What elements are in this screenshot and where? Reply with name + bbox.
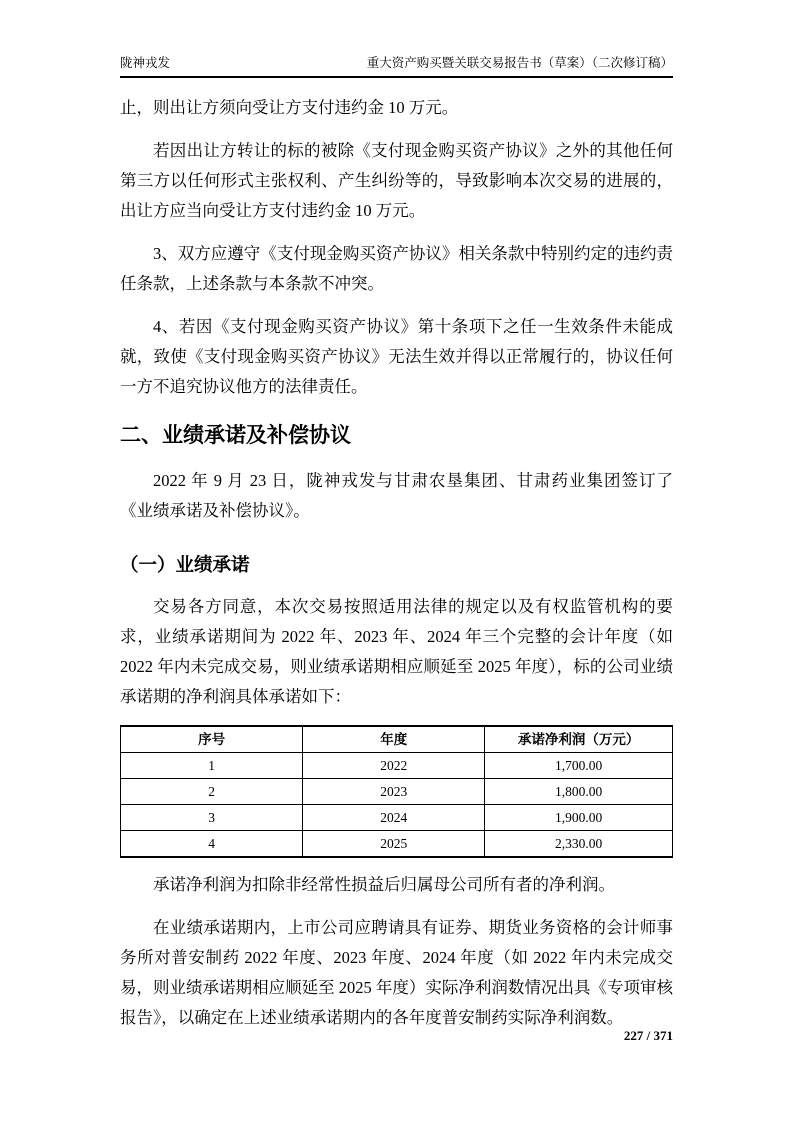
- page-footer: [624, 1028, 673, 1044]
- paragraph-audit-requirement: 在业绩承诺期内，上市公司应聘请具有证券、期货业务资格的会计师事务所对普安制药 2022 年度、2023 年度、2024 年度（如 2022 年内未完成交易，则业绩承诺期相应顺延至 2025 年度）实际净利润数情况出具《专项审核报告》，以确定在上述业绩承诺期内的各年度普安制药实际净利润数。: [120, 918, 673, 1027]
- section-heading-performance-commitment: 二、业绩承诺及补偿协议: [120, 424, 351, 447]
- table-row: [121, 753, 673, 779]
- header-company-name: 陇神戎发: [120, 56, 171, 70]
- paragraph-third-party-claims: 若因出让方转让的标的被除《支付现金购买资产协议》之外的其他任何第三方以任何形式主张权利、产生纠纷等的，导致影响本次交易的进展的，出让方应当向受让方支付违约金 10 万元。: [120, 141, 673, 220]
- paragraph-item-3: 3、双方应遵守《支付现金购买资产协议》相关条款中特别约定的违约责任条款，上述条款与本条款不冲突。: [120, 244, 673, 293]
- table-cell-year: 2025: [303, 831, 485, 858]
- table-row: [121, 805, 673, 831]
- table-cell-year: 2024: [303, 805, 485, 831]
- paragraph-net-profit-definition: 承诺净利润为扣除非经常性损益后归属母公司所有者的净利润。: [153, 875, 615, 894]
- table-cell-seq: 3: [121, 805, 303, 831]
- table-cell-profit: 1,700.00: [485, 753, 673, 779]
- paragraph-agreement-signing: 2022 年 9 月 23 日，陇神戎发与甘肃农垦集团、甘肃药业集团签订了《业绩承诺及补偿协议》。: [120, 471, 673, 520]
- document-content: [120, 93, 673, 1046]
- table-row: [121, 831, 673, 858]
- subsection-heading-performance-commitment: （一）业绩承诺: [120, 554, 250, 575]
- table-cell-year: 2023: [303, 779, 485, 805]
- table-cell-profit: 1,900.00: [485, 805, 673, 831]
- page-number: 227 / 371: [623, 1028, 673, 1043]
- table-header-promised-profit: 承诺净利润（万元）: [485, 726, 673, 753]
- table-cell-seq: 4: [121, 831, 303, 858]
- paragraph-continuation: 止，则出让方须向受让方支付违约金 10 万元。: [120, 98, 459, 117]
- table-row: [121, 779, 673, 805]
- paragraph-commitment-intro: 交易各方同意，本次交易按照适用法律的规定以及有权监管机构的要求，业绩承诺期间为 2022 年、2023 年、2024 年三个完整的会计年度（如 2022 年内未完成交易，则业绩承诺期相应顺延至 2025 年度），标的公司业绩承诺期的净利润具体承诺如下：: [120, 597, 673, 706]
- table-header-year: 年度: [303, 726, 485, 753]
- table-cell-year: 2022: [303, 753, 485, 779]
- header-report-title: 重大资产购买暨关联交易报告书（草案）（二次修订稿）: [366, 56, 673, 70]
- table-cell-seq: 1: [121, 753, 303, 779]
- profit-commitment-table: [120, 725, 673, 858]
- table-cell-profit: 1,800.00: [485, 779, 673, 805]
- table-cell-seq: 2: [121, 779, 303, 805]
- table-header-row: [121, 726, 673, 753]
- paragraph-item-4: 4、若因《支付现金购买资产协议》第十条项下之任一生效条件未能成就，致使《支付现金购买资产协议》无法生效并得以正常履行的，协议任何一方不追究协议他方的法律责任。: [120, 317, 673, 396]
- page-header: [120, 54, 673, 78]
- table-header-seq: 序号: [121, 726, 303, 753]
- table-cell-profit: 2,330.00: [485, 831, 673, 858]
